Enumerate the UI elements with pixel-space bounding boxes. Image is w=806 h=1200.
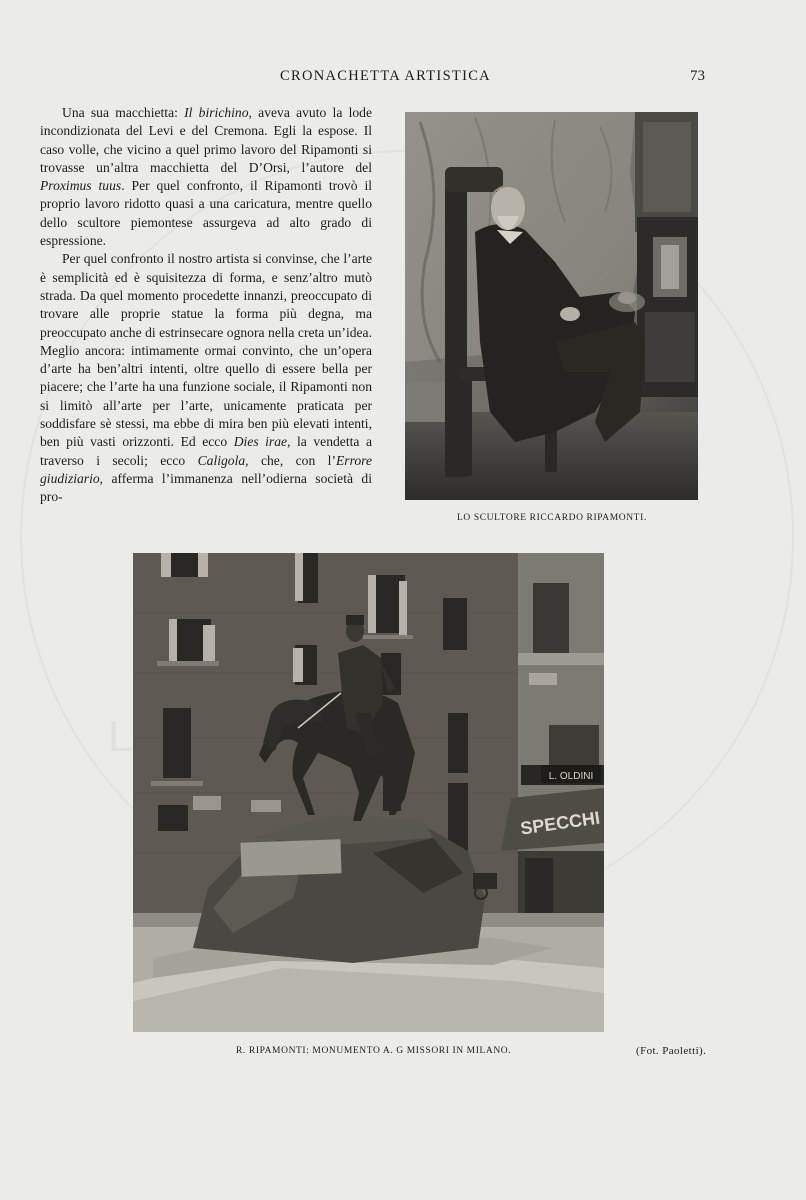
portrait-caption: LO SCULTORE RICCARDO RIPAMONTI. bbox=[457, 513, 647, 523]
photo-credit: (Fot. Paoletti). bbox=[636, 1045, 707, 1057]
portrait-photo bbox=[405, 112, 698, 500]
shop-sign-oldini: L. OLDINI bbox=[548, 771, 594, 782]
monument-photo bbox=[133, 553, 604, 1032]
running-head-title: CRONACHETTA ARTISTICA bbox=[280, 68, 491, 84]
shop-awning-specchi: SPECCHI bbox=[519, 807, 602, 839]
page-number: 73 bbox=[690, 68, 705, 84]
work-title: Caligola bbox=[197, 452, 246, 468]
monument-caption: R. RIPAMONTI: MONUMENTO A. G MISSORI IN MILANO. bbox=[236, 1046, 512, 1056]
article-paragraph-2: Per quel confronto il nostro artista si convinse, che l’arte è semplicità ed è squisitezza di forma, e senz’altro mutò strada. Da quel momento procedette innanzi, preoccupato di trovare alle proprie statue la forma più degna, ma preoccupato anche di estrinsecare ognora nella creta un’idea. Meglio ancora: intimamente ormai convinto, che un’opera d’arte ha ben’altri intenti, oltre quello di essere bella per piacere; che l’arte ha una funzione sociale, il Ripamonti non si limitò all’arte per l’arte, unicamente praticata per soddisfare sè stessi, ma ebbe di mira ben più elevati intenti, ben più vasti orizzonti. Ed ecco Dies irae, la vendetta a traverso i secoli; ecco Caligola, che, con l’Errore giudiziario, afferma l’immanenza nell’odierna società di pro- bbox=[40, 251, 372, 505]
work-title: Dies irae bbox=[233, 434, 288, 450]
article-paragraph-1: Una sua macchietta: Il birichino, aveva avuto la lode incondizionata del Levi e del Cremona. Egli la espose. Il caso volle, che vicino a quel primo lavoro del Ripamonti si trovasse un’altra macchietta del D’Orsi, l’autore del Proximus tuus. Per quel confronto, il Ripamonti trovò il proprio lavoro ridotto quasi a una caricatura, mentre quello dello scultore piemontese assurgeva ad alto grado di espressione. bbox=[40, 105, 373, 249]
work-title: Proximus tuus bbox=[40, 178, 122, 194]
work-title: Il birichino bbox=[184, 105, 249, 120]
article-text-column bbox=[40, 104, 372, 507]
work-title: Errore giudiziario bbox=[40, 452, 372, 486]
